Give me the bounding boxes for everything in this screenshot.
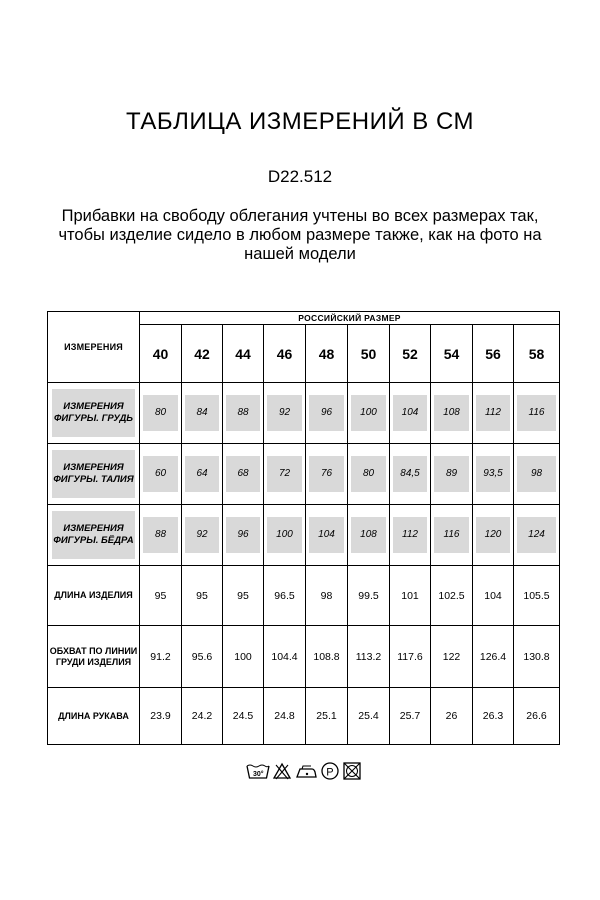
- garment-measure-row: [48, 688, 560, 745]
- size-table: [47, 311, 560, 745]
- cell-value: 80: [351, 456, 386, 492]
- fit-description: Прибавки на свободу облегания учтены во всех размерах так, чтобы изделие сидело в любом размере также, как на фото на нашей модели: [58, 207, 542, 263]
- wash-30-icon: [246, 761, 270, 781]
- table-cell: 26: [431, 688, 473, 745]
- cell-value: 88: [226, 395, 260, 431]
- table-cell: [306, 444, 348, 505]
- row-label: ДЛИНА ИЗДЕЛИЯ: [48, 566, 140, 626]
- table-cell: 95: [182, 566, 223, 626]
- table-cell: 101: [390, 566, 431, 626]
- body-measure-row: [48, 444, 560, 505]
- table-cell: 25.1: [306, 688, 348, 745]
- cell-value: 60: [143, 456, 178, 492]
- size-header: 54: [431, 325, 473, 383]
- table-cell: [390, 505, 431, 566]
- table-cell: 98: [306, 566, 348, 626]
- table-cell: 26.6: [514, 688, 560, 745]
- table-cell: 24.2: [182, 688, 223, 745]
- measurements-header: ИЗМЕРЕНИЯ: [48, 312, 140, 383]
- cell-value: 76: [309, 456, 344, 492]
- cell-value: 112: [476, 395, 510, 431]
- header-row-group: [48, 312, 560, 325]
- cell-value: 116: [434, 517, 469, 553]
- table-cell: [514, 383, 560, 444]
- table-cell: 95: [223, 566, 264, 626]
- cell-value: 98: [517, 456, 556, 492]
- row-label: [48, 383, 140, 444]
- table-cell: [348, 383, 390, 444]
- table-cell: [264, 383, 306, 444]
- table-cell: [306, 505, 348, 566]
- size-header: 56: [473, 325, 514, 383]
- cell-value: 89: [434, 456, 469, 492]
- cell-value: 116: [517, 395, 556, 431]
- body-measure-row: [48, 505, 560, 566]
- table-cell: 108.8: [306, 626, 348, 688]
- table-cell: 126.4: [473, 626, 514, 688]
- size-header: 52: [390, 325, 431, 383]
- table-cell: 130.8: [514, 626, 560, 688]
- table-cell: 122: [431, 626, 473, 688]
- row-label-text: ИЗМЕРЕНИЯ ФИГУРЫ. БЁДРА: [52, 511, 135, 559]
- care-instructions: [246, 760, 362, 782]
- cell-value: 108: [434, 395, 469, 431]
- table-cell: [514, 505, 560, 566]
- table-cell: [514, 444, 560, 505]
- cell-value: 104: [393, 395, 427, 431]
- cell-value: 84: [185, 395, 219, 431]
- cell-value: 92: [267, 395, 302, 431]
- table-cell: [182, 444, 223, 505]
- cell-value: 96: [309, 395, 344, 431]
- cell-value: 72: [267, 456, 302, 492]
- table-cell: [140, 383, 182, 444]
- size-group-header: РОССИЙСКИЙ РАЗМЕР: [140, 312, 560, 325]
- table-cell: 23.9: [140, 688, 182, 745]
- garment-measure-row: [48, 626, 560, 688]
- cell-value: 68: [226, 456, 260, 492]
- table-cell: 104: [473, 566, 514, 626]
- row-label-text: ИЗМЕРЕНИЯ ФИГУРЫ. ГРУДЬ: [52, 389, 135, 437]
- cell-value: 64: [185, 456, 219, 492]
- cell-value: 100: [267, 517, 302, 553]
- table-cell: [348, 505, 390, 566]
- table-cell: [223, 383, 264, 444]
- row-label: ДЛИНА РУКАВА: [48, 688, 140, 745]
- no-bleach-icon: [272, 761, 292, 781]
- wash-temp: 30°: [253, 771, 264, 778]
- table-cell: [431, 444, 473, 505]
- cell-value: 120: [476, 517, 510, 553]
- iron-low-icon: [294, 761, 318, 781]
- table-cell: 25.4: [348, 688, 390, 745]
- table-cell: [223, 505, 264, 566]
- table-cell: [264, 505, 306, 566]
- cell-value: 112: [393, 517, 427, 553]
- article-number: D22.512: [267, 167, 333, 186]
- cell-value: 96: [226, 517, 260, 553]
- table-cell: 102.5: [431, 566, 473, 626]
- dry-clean-letter: P: [326, 766, 334, 779]
- table-cell: [264, 444, 306, 505]
- row-label: ОБХВАТ ПО ЛИНИИ ГРУДИ ИЗДЕЛИЯ: [48, 626, 140, 688]
- row-label: [48, 505, 140, 566]
- table-cell: 24.5: [223, 688, 264, 745]
- table-cell: 95.6: [182, 626, 223, 688]
- page-title: ТАБЛИЦА ИЗМЕРЕНИЙ В СМ: [125, 108, 475, 135]
- size-header: 42: [182, 325, 223, 383]
- cell-value: 100: [351, 395, 386, 431]
- table-cell: [390, 444, 431, 505]
- table-cell: 105.5: [514, 566, 560, 626]
- size-header: 58: [514, 325, 560, 383]
- table-cell: [306, 383, 348, 444]
- table-cell: [431, 383, 473, 444]
- table-cell: 96.5: [264, 566, 306, 626]
- cell-value: 88: [143, 517, 178, 553]
- no-tumble-dry-icon: [342, 761, 362, 781]
- table-cell: [390, 383, 431, 444]
- table-cell: [431, 505, 473, 566]
- table-cell: 100: [223, 626, 264, 688]
- cell-value: 93,5: [476, 456, 510, 492]
- size-header: 48: [306, 325, 348, 383]
- cell-value: 92: [185, 517, 219, 553]
- garment-measure-row: [48, 566, 560, 626]
- size-header: 44: [223, 325, 264, 383]
- row-label-text: ИЗМЕРЕНИЯ ФИГУРЫ. ТАЛИЯ: [52, 450, 135, 498]
- cell-value: 124: [517, 517, 556, 553]
- body-measure-row: [48, 383, 560, 444]
- cell-value: 80: [143, 395, 178, 431]
- table-cell: [473, 444, 514, 505]
- table-cell: 91.2: [140, 626, 182, 688]
- table-cell: [182, 505, 223, 566]
- table-cell: [473, 505, 514, 566]
- table-cell: 26.3: [473, 688, 514, 745]
- table-cell: 104.4: [264, 626, 306, 688]
- table-cell: [140, 505, 182, 566]
- table-cell: 117.6: [390, 626, 431, 688]
- table-cell: [473, 383, 514, 444]
- table-cell: 95: [140, 566, 182, 626]
- size-header: 46: [264, 325, 306, 383]
- dry-clean-p-icon: [320, 761, 340, 781]
- cell-value: 84,5: [393, 456, 427, 492]
- cell-value: 104: [309, 517, 344, 553]
- table-cell: [223, 444, 264, 505]
- cell-value: 108: [351, 517, 386, 553]
- size-header: 50: [348, 325, 390, 383]
- size-header: 40: [140, 325, 182, 383]
- table-cell: [182, 383, 223, 444]
- table-cell: 99.5: [348, 566, 390, 626]
- table-cell: [348, 444, 390, 505]
- table-cell: 113.2: [348, 626, 390, 688]
- table-cell: [140, 444, 182, 505]
- row-label: [48, 444, 140, 505]
- table-cell: 24.8: [264, 688, 306, 745]
- table-cell: 25.7: [390, 688, 431, 745]
